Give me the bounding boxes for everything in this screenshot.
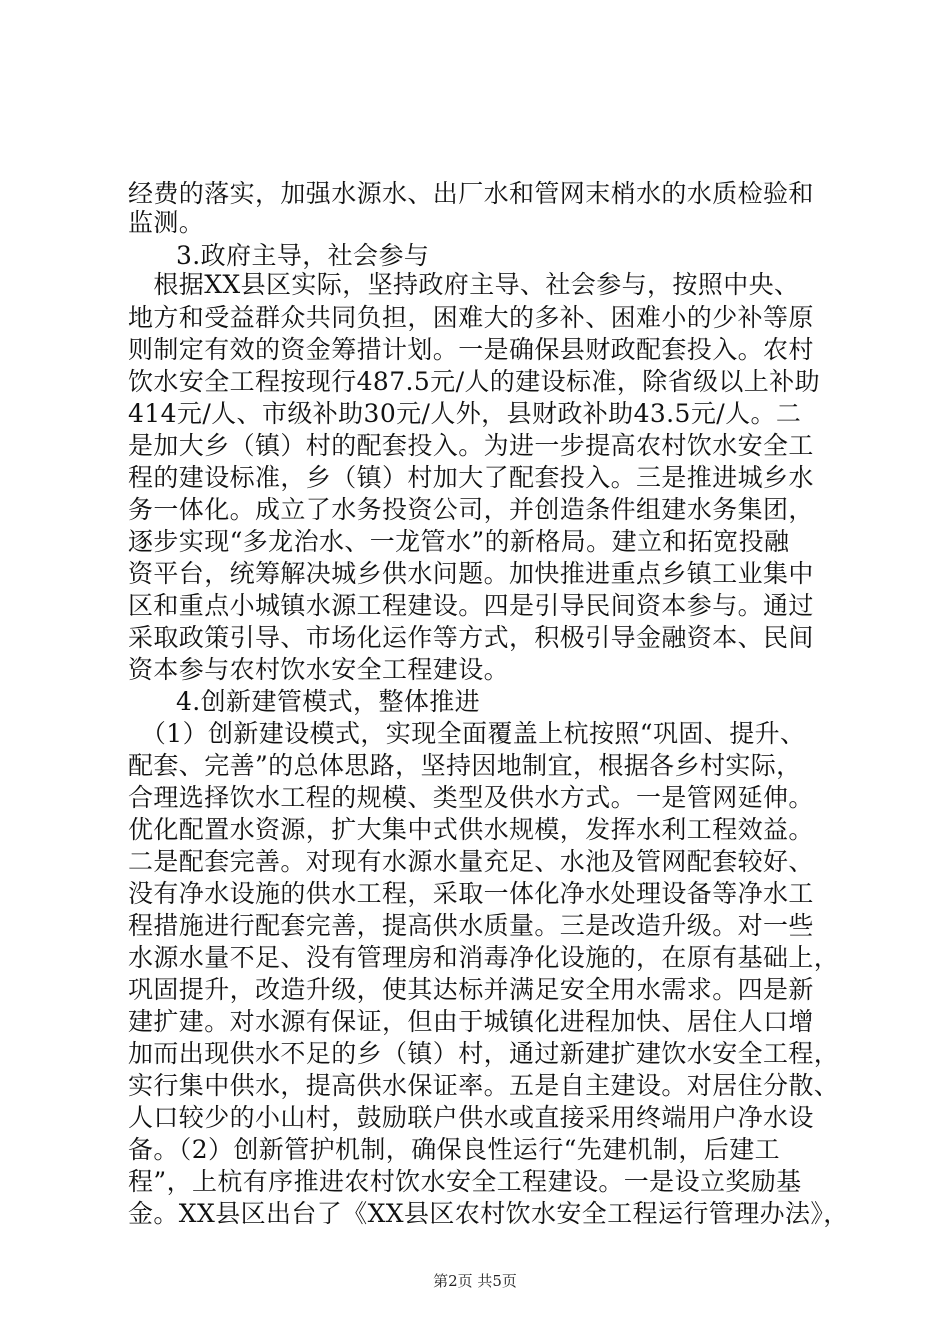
text-line: 程”，上杭有序推进农村饮水安全工程建设。一是设立奖励基 bbox=[128, 1167, 802, 1196]
text-line: 程的建设标准，乡（镇）村加大了配套投入。三是推进城乡水 bbox=[128, 463, 814, 492]
text-line: 合理选择饮水工程的规模、类型及供水方式。一是管网延伸。 bbox=[128, 783, 814, 812]
text-line: 建扩建。对水源有保证，但由于城镇化进程加快、居住人口增 bbox=[128, 1007, 814, 1036]
text-line: 根据XX县区实际，坚持政府主导、社会参与，按照中央、 bbox=[128, 270, 800, 299]
text-line: 414元/人、市级补助30元/人外，县财政补助43.5元/人。二 bbox=[128, 399, 802, 428]
text-line: 则制定有效的资金筹措计划。一是确保县财政配套投入。农村 bbox=[128, 335, 814, 364]
text-line: 区和重点小城镇水源工程建设。四是引导民间资本参与。通过 bbox=[128, 591, 814, 620]
text-line: 经费的落实，加强水源水、出厂水和管网末梢水的水质检验和 bbox=[128, 179, 814, 208]
text-line: 优化配置水资源，扩大集中式供水规模，发挥水利工程效益。 bbox=[128, 815, 814, 844]
text-line: 监测。 bbox=[128, 208, 205, 237]
text-line: 地方和受益群众共同负担，困难大的多补、困难小的少补等原 bbox=[128, 303, 814, 332]
section-heading: 3.政府主导，社会参与 bbox=[176, 241, 430, 270]
text-line: 是加大乡（镇）村的配套投入。为进一步提高农村饮水安全工 bbox=[128, 431, 814, 460]
text-line: 务一体化。成立了水务投资公司，并创造条件组建水务集团， bbox=[128, 495, 814, 524]
text-line: 人口较少的小山村，鼓励联户供水或直接采用终端用户净水设 bbox=[128, 1103, 814, 1132]
text-line: （1）创新建设模式，实现全面覆盖上杭按照“巩固、提升、 bbox=[128, 719, 806, 748]
text-line: 二是配套完善。对现有水源水量充足、水池及管网配套较好、 bbox=[128, 847, 814, 876]
text-line: 实行集中供水，提高供水保证率。五是自主建设。对居住分散、 bbox=[128, 1071, 840, 1100]
text-line: 没有净水设施的供水工程，采取一体化净水处理设备等净水工 bbox=[128, 879, 814, 908]
text-line: 程措施进行配套完善，提高供水质量。三是改造升级。对一些 bbox=[128, 911, 814, 940]
text-line: 备。（2）创新管护机制，确保良性运行“先建机制，后建工 bbox=[128, 1135, 780, 1164]
text-line: 水源水量不足、没有管理房和消毒净化设施的，在原有基础上， bbox=[128, 943, 840, 972]
text-line: 资本参与农村饮水安全工程建设。 bbox=[128, 655, 510, 684]
text-line: 金。XX县区出台了《XX县区农村饮水安全工程运行管理办法》， bbox=[128, 1199, 849, 1228]
text-line: 加而出现供水不足的乡（镇）村，通过新建扩建饮水安全工程， bbox=[128, 1039, 840, 1068]
page-number: 第2页 共5页 bbox=[433, 1272, 517, 1290]
text-line: 逐步实现“多龙治水、一龙管水”的新格局。建立和拓宽投融 bbox=[128, 527, 790, 556]
text-line: 巩固提升，改造升级，使其达标并满足安全用水需求。四是新 bbox=[128, 975, 814, 1004]
text-line: 饮水安全工程按现行487.5元/人的建设标准，除省级以上补助 bbox=[128, 367, 820, 396]
text-line: 资平台，统筹解决城乡供水问题。加快推进重点乡镇工业集中 bbox=[128, 559, 814, 588]
text-line: 采取政策引导、市场化运作等方式，积极引导金融资本、民间 bbox=[128, 623, 814, 652]
section-heading: 4.创新建管模式，整体推进 bbox=[176, 687, 481, 716]
text-line: 配套、完善”的总体思路，坚持因地制宜，根据各乡村实际， bbox=[128, 751, 802, 780]
